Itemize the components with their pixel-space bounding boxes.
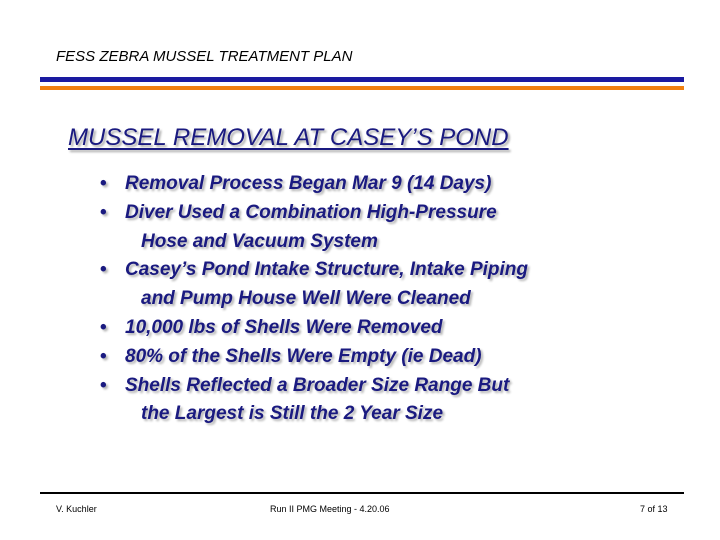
bullet-continuation: and Pump House Well Were Cleaned bbox=[141, 288, 471, 310]
bullet-line: Removal Process Began Mar 9 (14 Days) bbox=[125, 173, 492, 194]
footer-rule bbox=[40, 492, 684, 494]
bullet-item bbox=[100, 372, 700, 430]
bullet-marker: • bbox=[100, 374, 107, 396]
bullet-marker: • bbox=[100, 345, 107, 367]
footer-meeting: Run II PMG Meeting - 4.20.06 bbox=[270, 504, 390, 514]
bullet-line: Diver Used a Combination High-Pressure bbox=[125, 201, 497, 223]
footer-author: V. Kuchler bbox=[56, 504, 97, 514]
footer-page-number: 7 of 13 bbox=[640, 504, 668, 514]
bullet-item bbox=[100, 314, 700, 343]
bullet-marker: • bbox=[100, 173, 107, 194]
header-rule-orange bbox=[40, 86, 684, 90]
bullet-line: 10,000 lbs of Shells Were Removed bbox=[125, 316, 443, 338]
bullet-item bbox=[100, 343, 700, 372]
bullet-item bbox=[100, 170, 700, 199]
bullet-continuation: the Largest is Still the 2 Year Size bbox=[141, 403, 444, 425]
bullet-marker: • bbox=[100, 259, 107, 281]
bullet-continuation: Hose and Vacuum System bbox=[141, 230, 378, 252]
header-title: FESS ZEBRA MUSSEL TREATMENT PLAN bbox=[56, 48, 353, 65]
header-rule-blue bbox=[40, 77, 684, 82]
bullet-item bbox=[100, 256, 700, 314]
bullet-item bbox=[100, 199, 700, 257]
bullet-line: Casey’s Pond Intake Structure, Intake Piping bbox=[125, 259, 528, 281]
bullet-list bbox=[100, 170, 700, 429]
bullet-marker: • bbox=[100, 201, 107, 223]
slide-title: MUSSEL REMOVAL AT CASEY’S POND bbox=[68, 124, 509, 151]
bullet-line: Shells Reflected a Broader Size Range But bbox=[125, 374, 510, 396]
bullet-line: 80% of the Shells Were Empty (ie Dead) bbox=[125, 345, 482, 367]
bullet-marker: • bbox=[100, 316, 107, 338]
